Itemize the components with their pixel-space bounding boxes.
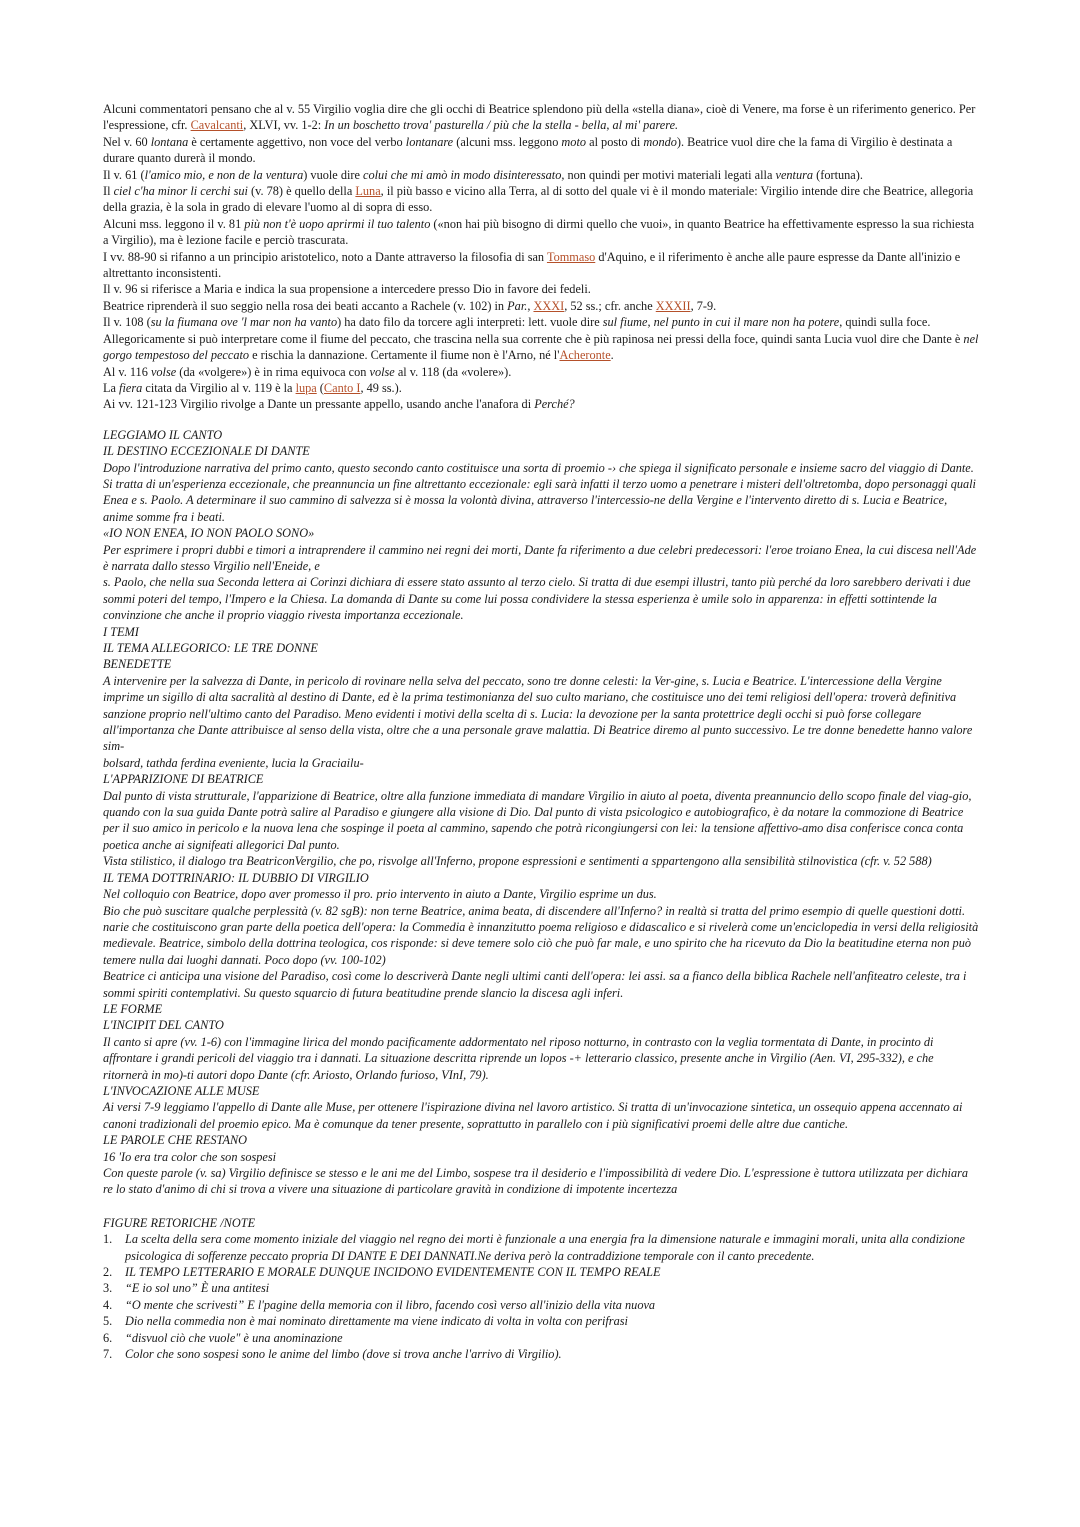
paragraph: Beatrice ci anticipa una visione del Paradiso, così come lo descriverà Dante negli ultimi canti dell'opera: lei assi. sa a fianco della biblica Rachele nell'anfiteatro celeste, tra i sommi spiriti contemplativi. Su questo squarcio di futura beatitudine prende slancio la discesa agli inferi. [103,969,967,1000]
paragraph: 16 'Io era tra color che son sospesi [103,1149,277,1164]
heading-forme: LE FORME [103,1001,163,1016]
heading-tema-allegorico: IL TEMA ALLEGORICO: LE TRE DONNE [103,641,318,655]
link-lupa[interactable]: lupa [295,380,317,395]
paragraph: Per esprimere i propri dubbi e timori a intraprendere il cammino nei regni dei morti, Dante fa riferimento a due celebri predecessori: l'eroe troiano Enea, la cui discesa nell'Ade è narrata dallo stesso Virgilio nell'Eneide, e [103,542,977,573]
paragraph: Nel colloquio con Beatrice, dopo aver promesso il pro. prio intervento in aiuto a Dante, Virgilio esprime un dus. [103,887,657,902]
list-item: 1. La scelta della sera come momento iniziale del viaggio nel regno dei morti è funzionale a una energia fra la dimensione naturale e immagini morali, unita alla condizione psicologica di sofferenze peccato propria DI DANTE E DEI DANNATI.Ne deriva però la contraddizione temporale con il canto precedente. [103,1232,965,1263]
heading-invocazione: L'INVOCAZIONE ALLE MUSE [103,1083,260,1098]
list-item: 4. “O mente che scrivesti” E l'pagine della memoria con il libro, facendo così verso all'inizio della vita nuova [103,1297,656,1312]
link-canto-i[interactable]: Canto I [323,380,361,395]
paragraph: Dopo l'introduzione narrativa del primo canto, questo secondo canto costituisce una sorta di proemio -› che spiega il significato personale e insieme sacro del viaggio di Dante. [103,460,974,475]
note-v81: Alcuni mss. leggono il v. 81 più non t'è uopo aprirmi il tuo talento («non hai più bisogno di dirmi quello che vuoi», in quanto Beatrice ha effettivamente espresso la sua richiesta a Virgilio), ma è lezione facile e perciò trascurata. [103,216,975,248]
link-acheronte[interactable]: Acheronte [559,348,611,363]
figures-list [103,1231,980,1362]
paragraph: A intervenire per la salvezza di Dante, in pericolo di rovinare nella selva del peccato, sono tre donne celesti: la Ver-gine, s. Lucia e Beatrice. L'intercessione della Vergine imprime un sigillo di alta sacralità al destino di Dante, ed è la prima testimonianza del suo culto mariano, che costituisce uno dei temi religiosi dell'opera: troverà definitiva sanzione proprio nell'ultimo canto del Paradiso. Meno evidenti i motivi della scelta di s. Lucia: la devozione per la santa protettrice degli occhi si può forse collegare all'importanza che Dante attribuisce al senso della vista, oltre che a una personale grave malattia. Di Beatrice diremo al punto successivo. Le tre donne benedette hanno valore sim- [103,673,973,754]
note-v78: Il ciel c'ha minor li cerchi sui (v. 78) è quello della Luna, il più basso e vicino alla Terra, al di sotto del quale vi è il mondo materiale: Virgilio intende dire che Beatrice, allegoria della grazia, è la sola in grado di elevare l'uomo al di sopra di esso. [103,184,974,215]
note-v96: Il v. 96 si riferisce a Maria e indica la sua propensione a intercedere presso Dio in favore dei fedeli. [103,282,591,297]
note-v60: Nel v. 60 lontana è certamente aggettivo, non voce del verbo lontanare (alcuni mss. leggono moto al posto di mondo). Beatrice vuol dire che la fama di Virgilio è destinata a durare quanto durerà il mondo. [103,134,953,166]
heading-temi: I TEMI [103,624,139,639]
paragraph: anime somme fra i beati. [103,509,225,524]
paragraph: Vista stilistico, il dialogo tra BeatriconVergilio, che po, risvolge all'Inferno, propone espressioni e sentimenti a sppartengono alla sensibilità stilnovistica (cfr. v. 52 588) [103,854,932,869]
note-v61: Il v. 61 (l'amico mio, e non de la ventura) vuole dire colui che mi amò in modo disinteressato, non quindi per motivi materiali legati alla ventura (fortuna). [103,167,863,182]
link-luna[interactable]: Luna [355,184,381,199]
paragraph: s. Paolo, che nella sua Seconda lettera ai Corinzi dichiara di essere stato assunto al terzo cielo. Si tratta di due esempi illustri, tanto più perché da loro sarebbero derivati i due sommi poteri del tempo, l'Impero e la Chiesa. La domanda di Dante su come lui possa condividere la stessa esperienza è umile solo in apparenza: in effetti sottintende la convinzione che anche il proprio viaggio rivesta importanza eccezionale. [103,575,971,623]
note-v88-90: I vv. 88-90 si rifanno a un principio aristotelico, noto a Dante attraverso la filosofia di san Tommaso d'Aquino, e il riferimento è anche alle paure espresse da Dante all'inizio e altrettanto inconsistenti. [103,249,961,281]
list-item: 5. Dio nella commedia non è mai nominato direttamente ma viene indicato di volta in volta con perifrasi [103,1314,628,1329]
heading-destino: IL DESTINO ECCEZIONALE DI DANTE [103,444,310,459]
note-v116: Al v. 116 volse (da «volgere») è in rima equivoca con volse al v. 118 (da «volere»). [103,364,512,379]
heading-parole: LE PAROLE CHE RESTANO [103,1133,248,1148]
heading-tema-dottrinario: IL TEMA DOTTRINARIO: IL DUBBIO DI VIRGILIO [103,870,369,885]
link-xxxii[interactable]: XXXII [655,298,691,313]
figures-title: FIGURE RETORICHE /NOTE [103,1215,256,1230]
list-item: 3. “E io sol uno” È una antitesi [103,1281,270,1296]
note-v108: Il v. 108 (su la fiumana ove 'l mar non ha vanto) ha dato filo da torcere agli interpreti: lett. vuole dire sul fiume, nel punto in cui il mare non ha potere, quindi sulla foce. Allegoricamente si può interpretare come il fiume del peccato, che trascina nella sua corrente che è più rapinosa nei pressi della foce, quindi santa Lucia vuol dire che Dante è nel gorgo tempestoso del peccato e rischia la dannazione. Certamente il fiume non è l'Arno, né l'Acheronte. [103,315,979,363]
document-page [103,101,980,1362]
paragraph: bolsard, tathda ferdina eveniente, lucia la Graciailu- [103,755,364,770]
paragraph: Con queste parole (v. sa) Virgilio definisce se stesso e le ani me del Limbo, sospese tra il desiderio e l'impossibilità di vedere Dio. L'espressione è tuttora utilizzata per dichiara re lo stato d'animo di chi si trova a vivere una situazione di particolare gravità in condizione di impotente incertezza [103,1166,969,1197]
heading-benedette: BENEDETTE [103,657,172,672]
heading-incipit: L'INCIPIT DEL CANTO [103,1018,224,1033]
paragraph: Ai versi 7-9 leggiamo l'appello di Dante alle Muse, per ottenere l'ispirazione divina nel lavoro artistico. Si tratta di un'invocazione sintetica, un ossequio appena accennato ai canoni tradizionali del proemio epico. Ma è comunque da tener presente, soprattutto in parallelo con i più significativi proemi delle altre due cantiche. [103,1100,963,1131]
link-tommaso[interactable]: Tommaso [546,249,596,264]
note-v121: Ai vv. 121-123 Virgilio rivolge a Dante un pressante appello, usando anche l'anafora di Perché? [103,397,575,412]
spacer [103,413,980,427]
spacer [103,1198,980,1215]
paragraph: Il canto si apre (vv. 1-6) con l'immagine lirica del mondo pacificamente addormentato nel riposo notturno, in contrasto con la veglia tormentata di Dante, in procinto di affrontare i grandi pericoli del viaggio tra i dannati. La situazione descritta riprende un lopos -+ letterario classico, presente anche in Virgilio (Aen. VI, 295-332), e che ritornerà in mo)-ti autori dopo Dante (cfr. Ariosto, Orlando furioso, VInI, 79). [103,1034,934,1082]
heading-leggiamo: LEGGIAMO IL CANTO [103,427,223,442]
heading-enea-paolo: «IO NON ENEA, IO NON PAOLO SONO» [103,526,315,541]
list-item: 6. “disvuol ciò che vuole" è una anominazione [103,1330,343,1345]
figures-section [103,1215,980,1363]
note-v55: Alcuni commentatori pensano che al v. 55 Virgilio voglia dire che gli occhi di Beatrice splendono più della «stella diana», cioè di Venere, ma forse è un riferimento generico. Per l'espressione, cfr. Cavalcanti, XLVI, vv. 1-2: In un boschetto trova' pasturella / più che la stella - bella, al mi' parere. [103,102,976,133]
paragraph: Si tratta di un'esperienza eccezionale, che preannuncia un fine altrettanto eccezionale: egli sarà infatti il terzo uomo a penetrare i misteri dell'oltretomba, dopo personaggi quali Enea e s. Paolo. A determinare il suo cammino di salvezza si è mossa la volontà divina, attraverso l'intercessio-ne della Vergine e l'intervento diretto di s. Lucia e Beatrice, [103,476,976,508]
link-xxxi[interactable]: XXXI [533,298,565,313]
list-item: 7. Color che sono sospesi sono le anime del limbo (dove si trova anche l'arrivo di Virgilio). [103,1347,562,1362]
canto-analysis [103,427,980,1198]
note-v119: La fiera citata da Virgilio al v. 119 è la lupa (Canto I, 49 ss.). [103,380,402,395]
link-cavalcanti[interactable]: Cavalcanti [190,118,244,133]
heading-apparizione: L'APPARIZIONE DI BEATRICE [103,772,264,787]
note-v102: Beatrice riprenderà il suo seggio nella rosa dei beati accanto a Rachele (v. 102) in Par., XXXI, 52 ss.; cfr. anche XXXII, 7-9. [103,298,717,313]
list-item: 2. IL TEMPO LETTERARIO E MORALE DUNQUE INCIDONO EVIDENTEMENTE CON IL TEMPO REALE [103,1265,661,1280]
paragraph: Dal punto di vista strutturale, l'apparizione di Beatrice, oltre alla funzione immediata di mandare Virgilio in aiuto al poeta, diventa preannuncio dello scopo finale del viag-gio, quando con la sua guida Dante potrà salire al Paradiso e giungere alla visione di Dio. Dal punto di vista psicologico e autobiografico, è da notare la commozione di Beatrice per il suo amico in pericolo e la nuova lena che sospinge il poeta al cammino, sapendo che potrà ricongiungersi con lei: la tensione affettivo-amo disa conferisce conca conta poetica anche ai signifeati allegorici Dal punto. [103,788,972,852]
paragraph: Bio che può suscitare qualche perplessità (v. 82 sgB): non terne Beatrice, anima beata, di discendere all'Inferno? in realtà si tratta del primo esempio di quelle questioni dotti. narie che costituiscono gran parte della poetica dell'opera: la Commedia è innanzitutto poema religioso e didascalico e si rivelerà come un'enciclopedia in versi della religiosità medievale. Beatrice, simbolo della dottrina teologica, cos risponde: si deve temere solo ciò che può far male, e uno spirito che ha ricevuto da Dio la beatitudine eterna non può temere nulla dai luoghi dannati. Poco dopo (vv. 100-102) [103,903,979,967]
